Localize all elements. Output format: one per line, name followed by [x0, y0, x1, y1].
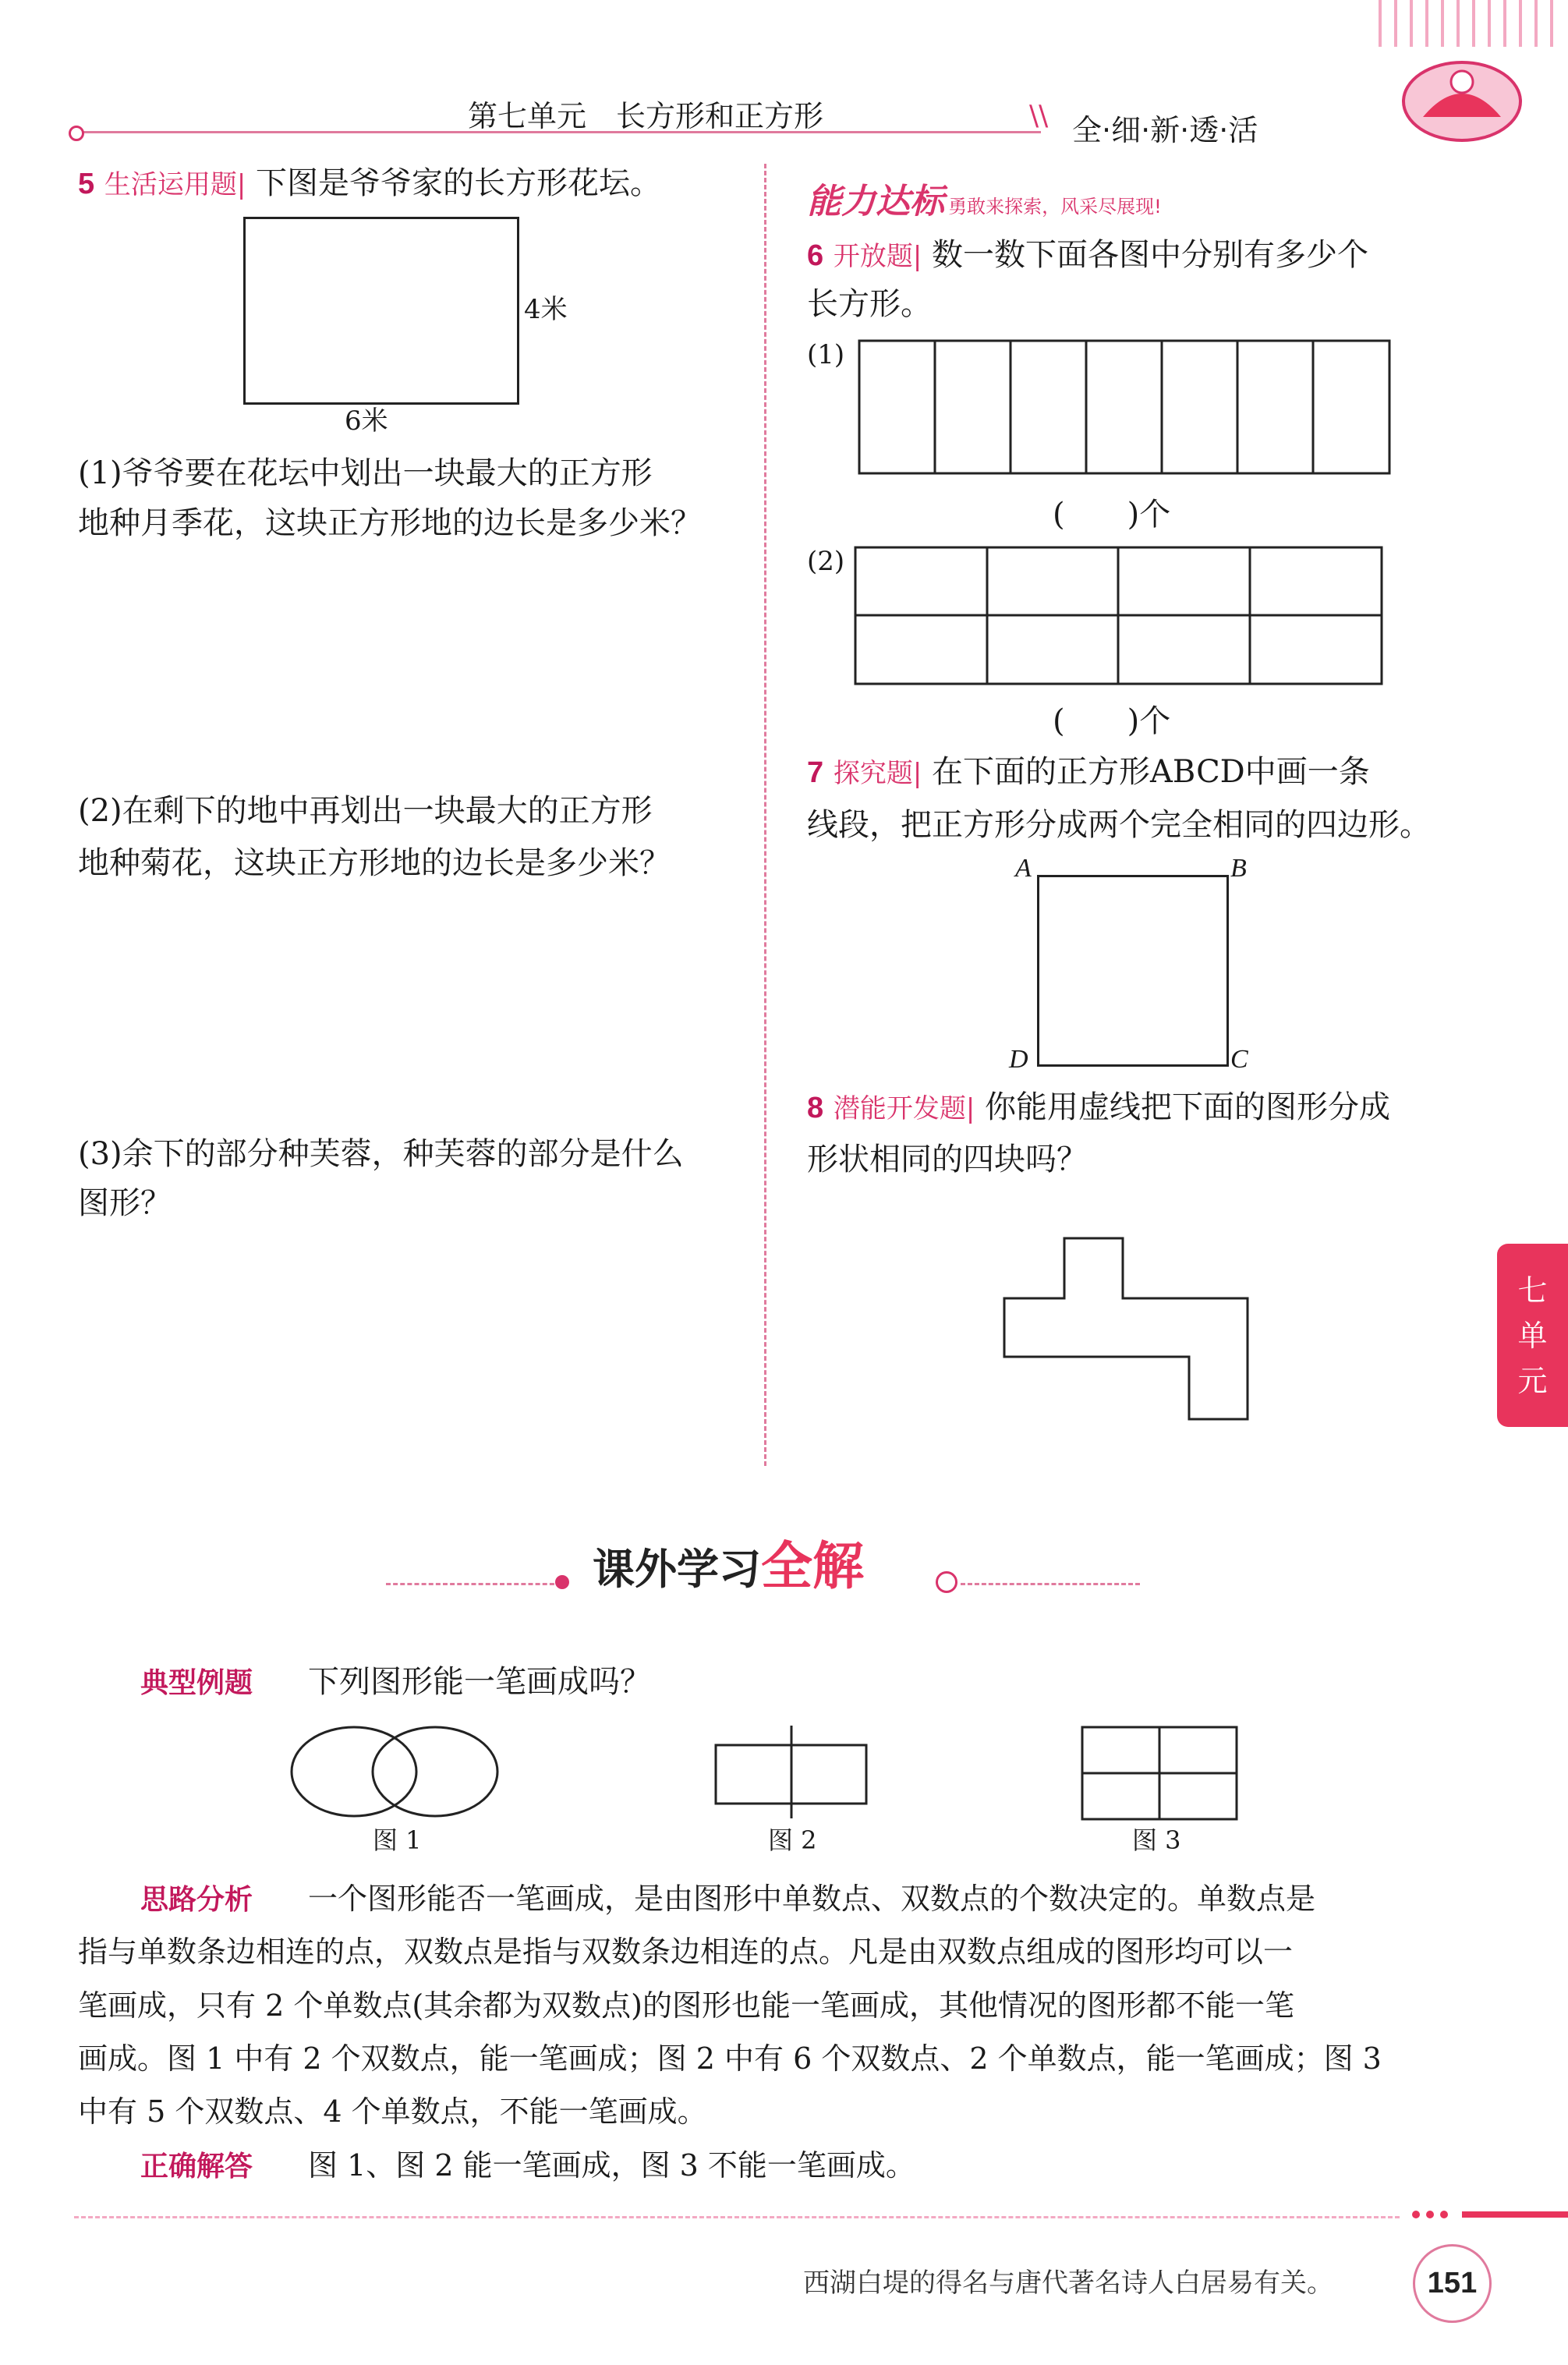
analysis-line-3: 笔画成，只有 2 个单数点(其余都为双数点)的图形也能一笔画成，其他情况的图形都不能一笔 — [78, 1988, 1294, 2023]
q5-text: 下图是爷爷家的长方形花坛。 — [256, 165, 662, 201]
q8-text-line2: 形状相同的四块吗？ — [807, 1142, 1088, 1177]
flowerbed-rectangle — [243, 217, 519, 405]
q6-text-line1: 数一数下面各图中分别有多少个 — [932, 237, 1369, 273]
vertex-c: C — [1230, 1045, 1248, 1074]
q8-shape — [1002, 1236, 1251, 1426]
vertex-b: B — [1230, 854, 1247, 883]
ability-subtitle: 勇敢来探索，风采尽展现! — [948, 196, 1162, 218]
q5-part1-line2: 地种月季花，这块正方形地的边长是多少米？ — [78, 505, 702, 541]
footer-bar — [1462, 2211, 1568, 2218]
example-figure-1-caption: 图 1 — [373, 1825, 422, 1855]
square-abcd — [1037, 875, 1229, 1067]
q7-text-line2: 线段，把正方形分成两个完全相同的四边形。 — [807, 807, 1431, 843]
q5-part2-line1: (2)在剩下的地中再划出一块最大的正方形 — [78, 793, 653, 829]
analysis-line-2: 指与单数条边相连的点，双数点是指与双数条边相连的点。凡是由双数点组成的图形均可以一 — [78, 1935, 1294, 1969]
banner-right-line — [961, 1583, 1140, 1585]
banner-text: 课外学习 — [593, 1545, 761, 1594]
q8-heading — [807, 1080, 1390, 1136]
ability-banner — [807, 173, 1162, 223]
banner-left-dot — [555, 1575, 569, 1589]
example-figure-2-caption: 图 2 — [768, 1825, 817, 1855]
column-divider — [764, 164, 766, 1466]
analysis-line-1: 一个图形能否一笔画成，是由图形中单数点、双数点的个数决定的。单数点是 — [308, 1882, 1316, 1916]
q6-fig2-answer: ( )个 — [1053, 703, 1171, 739]
slogan: 全·细·新·透·活 — [1072, 113, 1258, 147]
q7-heading — [807, 745, 1370, 801]
footer-dots — [1411, 2208, 1458, 2221]
vertex-d: D — [1009, 1045, 1028, 1074]
footer-line — [74, 2216, 1400, 2218]
q5-part2-line2: 地种菊花，这块正方形地的边长是多少米？ — [78, 845, 671, 881]
page-number-text: 151 — [1427, 2267, 1478, 2300]
slogan-marks: \\ — [1029, 100, 1049, 132]
q5-tag-bar: | — [236, 169, 246, 200]
analysis-line-4: 画成。图 1 中有 2 个双数点，能一笔画成；图 2 中有 6 个双数点、2 个单数点，能一笔画成；图 3 — [78, 2041, 1382, 2076]
header-dot — [69, 126, 84, 141]
flowerbed-width-label: 6米 — [345, 405, 388, 437]
analysis-label: 思路分析 — [140, 1884, 253, 1916]
q5-tag: 生活运用题 — [104, 169, 237, 200]
q5-part3-line1: (3)余下的部分种芙蓉，种芙蓉的部分是什么 — [78, 1136, 684, 1172]
banner-right-dot — [936, 1571, 957, 1593]
answer-text: 图 1、图 2 能一笔画成，图 3 不能一笔画成。 — [308, 2148, 915, 2183]
example-figure-2 — [713, 1723, 869, 1824]
q7-tag-bar: | — [912, 758, 922, 789]
side-tab-char-1: 七 — [1517, 1273, 1548, 1308]
q6-fig1-label: (1) — [807, 339, 845, 370]
q8-tag-bar: | — [965, 1093, 975, 1124]
q8-text-line1: 你能用虚线把下面的图形分成 — [985, 1089, 1391, 1125]
answer-label: 正确解答 — [140, 2151, 253, 2183]
q8-tag: 潜能开发题 — [833, 1093, 966, 1124]
q7-number: 7 — [807, 756, 824, 789]
q6-text-line2: 长方形。 — [807, 286, 932, 322]
q6-tag-bar: | — [912, 241, 922, 272]
q6-fig2-label: (2) — [807, 546, 845, 577]
flowerbed-height-label: 4米 — [524, 294, 568, 325]
q7-tag: 探究题 — [833, 758, 913, 789]
corner-decoration — [1372, 0, 1568, 148]
extra-banner — [593, 1524, 864, 1598]
example-figure-3 — [1080, 1725, 1240, 1825]
q8-number: 8 — [807, 1092, 824, 1124]
vertex-a: A — [1015, 854, 1032, 883]
q6-tag: 开放题 — [833, 241, 913, 272]
q6-figure1 — [858, 339, 1392, 479]
example-figure-1 — [288, 1723, 503, 1824]
side-tab-char-2: 单 — [1517, 1318, 1548, 1353]
q5-part3-line2: 图形？ — [78, 1185, 172, 1221]
q5-heading — [78, 156, 661, 212]
unit-title: 第七单元 长方形和正方形 — [468, 99, 824, 133]
example-figure-3-caption: 图 3 — [1132, 1825, 1181, 1855]
banner-left-line — [386, 1583, 561, 1585]
banner-highlight: 全解 — [761, 1536, 864, 1596]
example-label: 典型例题 — [140, 1667, 253, 1699]
ability-title: 能力达标 — [807, 182, 944, 221]
q6-fig1-answer: ( )个 — [1053, 497, 1171, 533]
side-tab-char-3: 元 — [1517, 1363, 1548, 1398]
analysis-line-5: 中有 5 个双数点、4 个单数点，不能一笔画成。 — [78, 2094, 707, 2129]
q5-part1-line1: (1)爷爷要在花坛中划出一块最大的正方形 — [78, 455, 653, 491]
q5-number: 5 — [78, 168, 95, 200]
page-number — [1413, 2244, 1492, 2323]
q7-text-line1: 在下面的正方形ABCD中画一条 — [932, 754, 1370, 790]
unit-side-tab — [1497, 1244, 1568, 1427]
q6-heading — [807, 228, 1368, 284]
footer-fact: 西湖白堤的得名与唐代著名诗人白居易有关。 — [803, 2268, 1333, 2299]
q6-figure2 — [854, 546, 1384, 689]
q6-number: 6 — [807, 239, 824, 272]
example-question: 下列图形能一笔画成吗？ — [308, 1664, 651, 1700]
